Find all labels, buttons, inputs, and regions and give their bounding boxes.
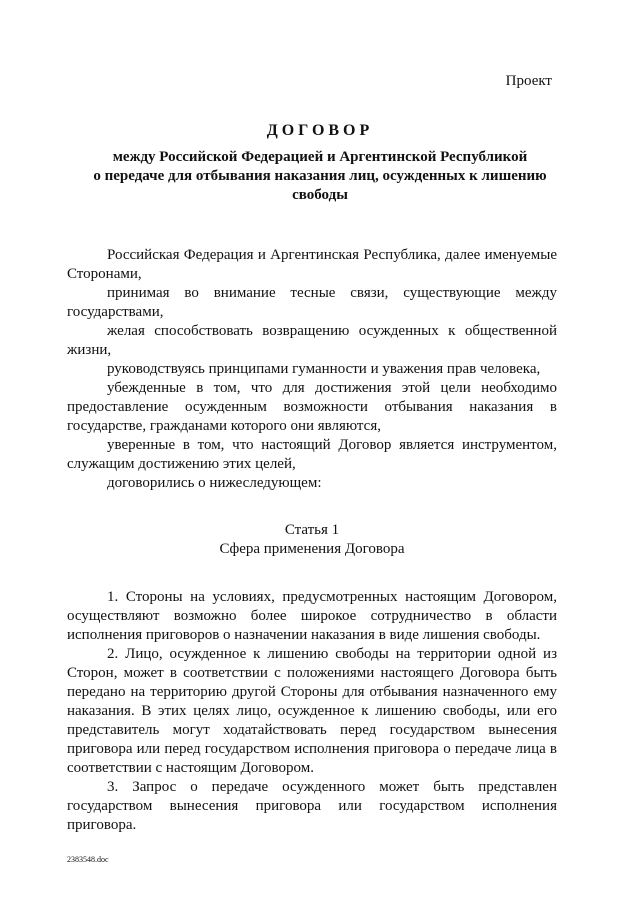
preamble-paragraph: договорились о нижеследующем: <box>107 475 322 491</box>
preamble-paragraph: уверенные в том, что настоящий Договор является инструментом, служащим достижению этих целей, <box>67 437 557 472</box>
article-title: Сфера применения Договора <box>219 541 405 557</box>
article-paragraph: 2. Лицо, осужденное к лишению свободы на территории одной из Сторон, может в соответствии с положениями настоящего Договора быть передано на территорию другой Стороны для отбывания назначенного ему наказания. В этих целях лицо, осужденное к лишению свободы, или его представитель могут ходатайствовать перед государством вынесения приговора или перед государством исполнения приговора о передаче лица в соответствии с настоящим Договором. <box>67 646 557 776</box>
article-number: Статья 1 <box>284 522 340 538</box>
document-subtitle <box>90 148 550 205</box>
preamble-paragraph: принимая во внимание тесные связи, существующие между государствами, <box>67 285 557 320</box>
draft-stamp: Проект <box>505 73 552 89</box>
preamble-paragraph: Российская Федерация и Аргентинская Республика, далее именуемые Сторонами, <box>67 247 557 282</box>
subtitle-line: о передаче для отбывания наказания лиц, осужденных к лишению <box>93 168 547 184</box>
document-body <box>67 246 557 835</box>
subtitle-line: свободы <box>292 187 348 203</box>
article-paragraph: 3. Запрос о передаче осужденного может быть представлен государством вынесения приговора или государством исполнения приговора. <box>67 779 557 833</box>
preamble-paragraph: руководствуясь принципами гуманности и уважения прав человека, <box>107 361 541 377</box>
article-paragraph: 1. Стороны на условиях, предусмотренных настоящим Договором, осуществляют возможно более широкое сотрудничество в области исполнения приговоров о назначении наказания в виде лишения свободы. <box>67 589 557 643</box>
preamble-paragraph: убежденные в том, что для достижения этой цели необходимо предоставление осужденным возможности отбывания наказания в государстве, гражданами которого они являются, <box>67 380 557 434</box>
preamble-paragraph: желая способствовать возвращению осужденных к общественной жизни, <box>67 323 557 358</box>
subtitle-line: между Российской Федерацией и Аргентинской Республикой <box>112 149 528 165</box>
file-name-footer: 2383548.doc <box>67 855 109 864</box>
document-title: ДОГОВОР <box>266 122 374 139</box>
